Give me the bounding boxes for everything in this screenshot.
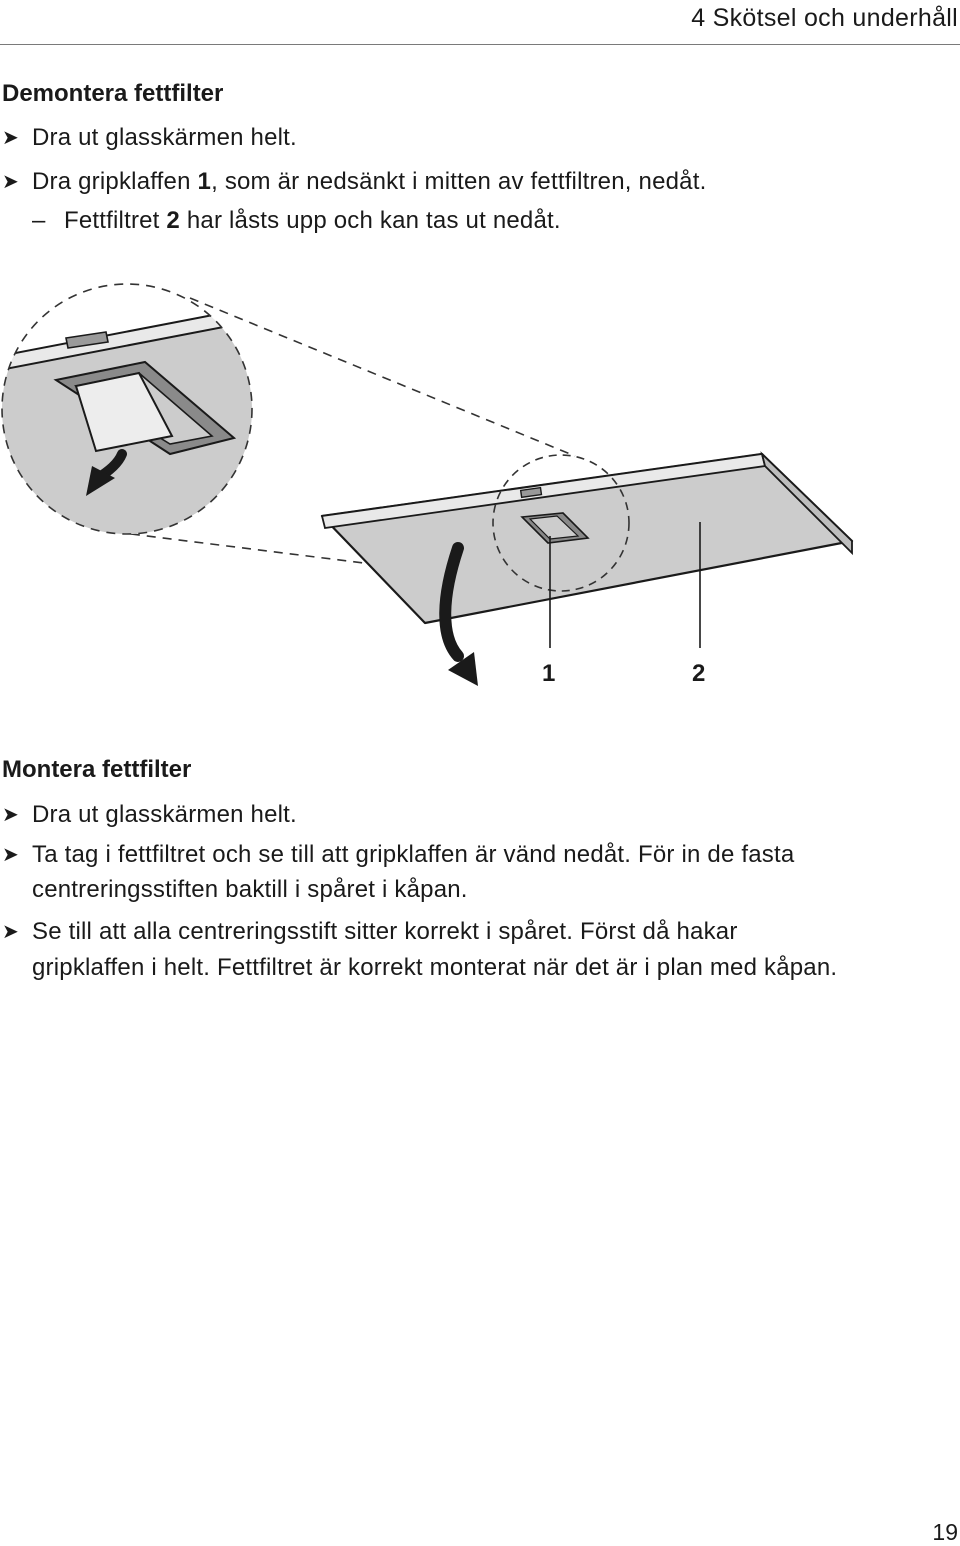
callout-label-2: 2	[692, 660, 706, 687]
install-step-2-cont: centreringsstiften baktill i spåret i kåpan.	[32, 876, 468, 903]
callout-label-1: 1	[542, 660, 556, 687]
install-step-1-text: Dra ut glasskärmen helt.	[32, 801, 297, 828]
remove-step-2	[2, 168, 706, 196]
install-step-3-line-1: Se till att alla centreringsstift sitter korrekt i spåret. Först då hakar	[32, 918, 738, 945]
arrow-bullet-icon: ➤	[2, 921, 19, 943]
remove-result-before: Fettfiltret	[64, 207, 167, 234]
remove-step-1-text: Dra ut glasskärmen helt.	[32, 124, 297, 151]
install-step-2-line-1: Ta tag i fettfiltret och se till att gripklaffen är vänd nedåt. För in de fasta	[32, 841, 795, 868]
remove-result	[2, 207, 561, 235]
remove-result-ref: 2	[166, 207, 180, 234]
grease-filter-illustration	[0, 276, 960, 716]
dash-marker: –	[32, 207, 46, 234]
remove-step-1	[2, 124, 297, 152]
remove-step-2-ref: 1	[197, 168, 212, 195]
remove-step-2-before: Dra gripklaffen	[32, 168, 198, 195]
arrow-bullet-icon: ➤	[2, 804, 19, 826]
install-step-2	[2, 841, 794, 869]
install-step-3	[2, 918, 738, 946]
chapter-header: 4 Skötsel och underhåll	[691, 4, 958, 32]
arrow-bullet-icon: ➤	[2, 844, 19, 866]
hood-panel	[322, 454, 852, 623]
section-heading-install: Montera fettfilter	[2, 756, 192, 783]
remove-step-2-after: , som är nedsänkt i mitten av fettfiltren, nedåt.	[211, 168, 707, 195]
remove-result-after: har låsts upp och kan tas ut nedåt.	[179, 207, 561, 234]
header-rule	[0, 44, 960, 45]
install-step-1	[2, 801, 297, 829]
arrow-bullet-icon: ➤	[2, 127, 19, 149]
zoom-detail	[0, 276, 260, 536]
section-heading-remove: Demontera fettfilter	[2, 80, 224, 107]
install-step-3-cont: gripklaffen i helt. Fettfiltret är korrekt monterat när det är i plan med kåpan.	[32, 954, 838, 981]
page-number: 19	[932, 1519, 958, 1545]
arrow-bullet-icon: ➤	[2, 171, 19, 193]
